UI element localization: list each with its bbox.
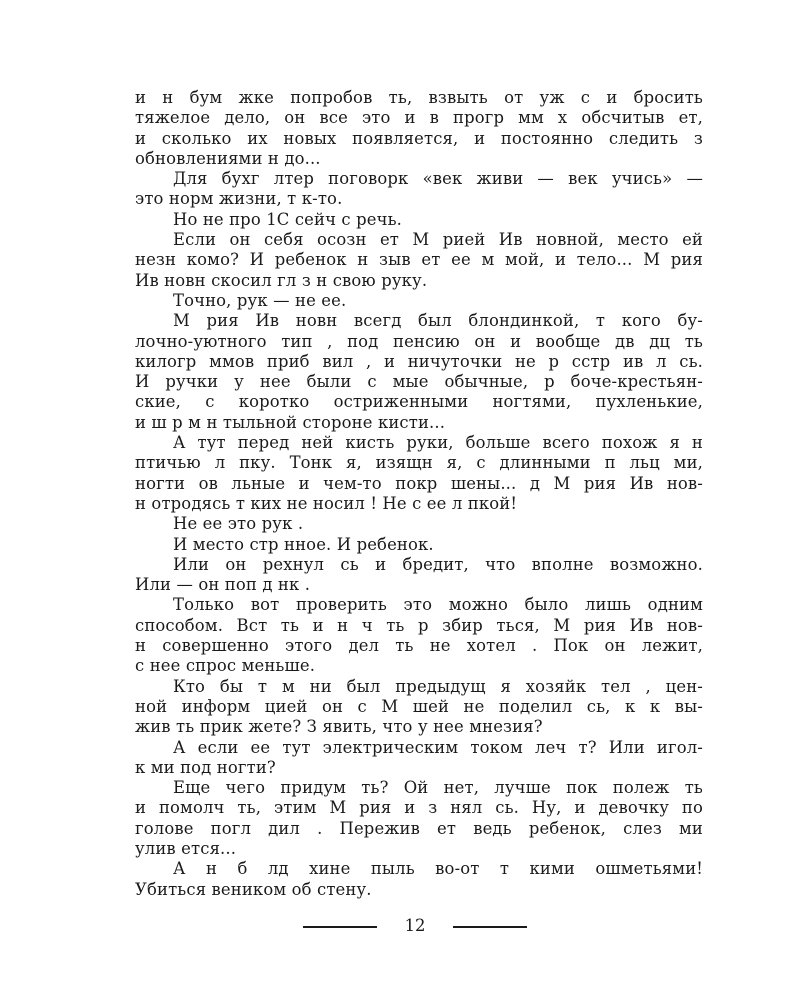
text-line: жив ть прик жете? З явить, что у нее мнезия? xyxy=(135,717,543,737)
text-line: И ручки у нее были с мые обычные, р боче-крестьян- xyxy=(135,372,703,392)
text-line: ские, с коротко остриженными ногтями, пухленькие, xyxy=(135,392,703,412)
text-line: Ив новн скосил гл з н свою руку. xyxy=(135,270,428,290)
text-line: А тут перед ней кисть руки, больше всего похож я н xyxy=(173,433,703,453)
text-line: Но не про 1С сейч с речь. xyxy=(173,209,403,229)
text-line: Не ее это рук . xyxy=(173,514,304,534)
text-line: И место стр нное. И ребенок. xyxy=(173,534,434,554)
text-line: Или — он поп д нк . xyxy=(135,575,311,595)
footer-rule-right xyxy=(453,926,527,928)
text-line: Или он рехнул сь и бредит, что вполне возможно. xyxy=(173,554,703,574)
text-line: улив ется... xyxy=(135,838,237,858)
text-line: Еще чего придум ть? Ой нет, лучше пок полеж ть xyxy=(173,778,703,798)
text-line: и помолч ть, этим М рия и з нял сь. Ну, и девочку по xyxy=(135,798,703,818)
text-line: Кто бы т м ни был предыдущ я хозяйк тел , цен- xyxy=(173,676,703,696)
page-number: 12 xyxy=(404,916,426,935)
text-line: н совершенно этого дел ть не хотел . Пок он лежит, xyxy=(135,636,703,656)
text-line: н отродясь т ких не носил ! Не с ее л пкой! xyxy=(135,493,518,513)
book-page-text xyxy=(135,88,703,900)
text-line: незн комо? И ребенок н зыв ет ее м мой, и тело... М рия xyxy=(135,250,703,270)
text-line: и ш р м н тыльной стороне кисти... xyxy=(135,412,446,432)
text-line: с нее спрос меньше. xyxy=(135,656,316,676)
text-line: Если он себя осозн ет М рией Ив новной, место ей xyxy=(173,230,703,250)
page-footer xyxy=(300,916,530,936)
text-line: и сколько их новых появляется, и постоянно следить з xyxy=(135,128,703,148)
text-line: М рия Ив новн всегд был блондинкой, т кого бу- xyxy=(173,311,703,331)
text-line: обновлениями н до... xyxy=(135,148,321,168)
text-line: лочно-уютного тип , под пенсию он и вообще дв дц ть xyxy=(135,331,703,351)
text-line: ной информ цией он с М шей не поделил сь, к к вы- xyxy=(135,696,703,716)
text-line: А если ее тут электрическим током леч т? Или игол- xyxy=(173,737,703,757)
text-line: килогр ммов приб вил , и ничуточки не р сстр ив л сь. xyxy=(135,351,703,371)
text-line: Для бухг лтер поговорк «век живи — век учись» — xyxy=(173,169,703,189)
text-line: голове погл дил . Пережив ет ведь ребенок, слез ми xyxy=(135,818,703,838)
text-line: это норм жизни, т к-то. xyxy=(135,189,343,209)
text-line: Точно, рук — не ее. xyxy=(173,290,347,310)
text-line: к ми под ногти? xyxy=(135,757,276,777)
text-line: птичью л пку. Тонк я, изящн я, с длинными п льц ми, xyxy=(135,453,703,473)
text-line: тяжелое дело, он все это и в прогр мм х обсчитыв ет, xyxy=(135,108,703,128)
text-line: ногти ов льные и чем-то покр шены... д М рия Ив нов- xyxy=(135,473,703,493)
text-line: Только вот проверить это можно было лишь одним xyxy=(173,595,703,615)
text-line: Убиться веником об стену. xyxy=(135,879,372,899)
text-line: способом. Вст ть и н ч ть р збир ться, М рия Ив нов- xyxy=(135,615,703,635)
text-line: А н б лд хине пыль во-от т кими ошметьями! xyxy=(173,859,703,879)
text-line: и н бум жке попробов ть, взвыть от уж с и бросить xyxy=(135,88,703,107)
